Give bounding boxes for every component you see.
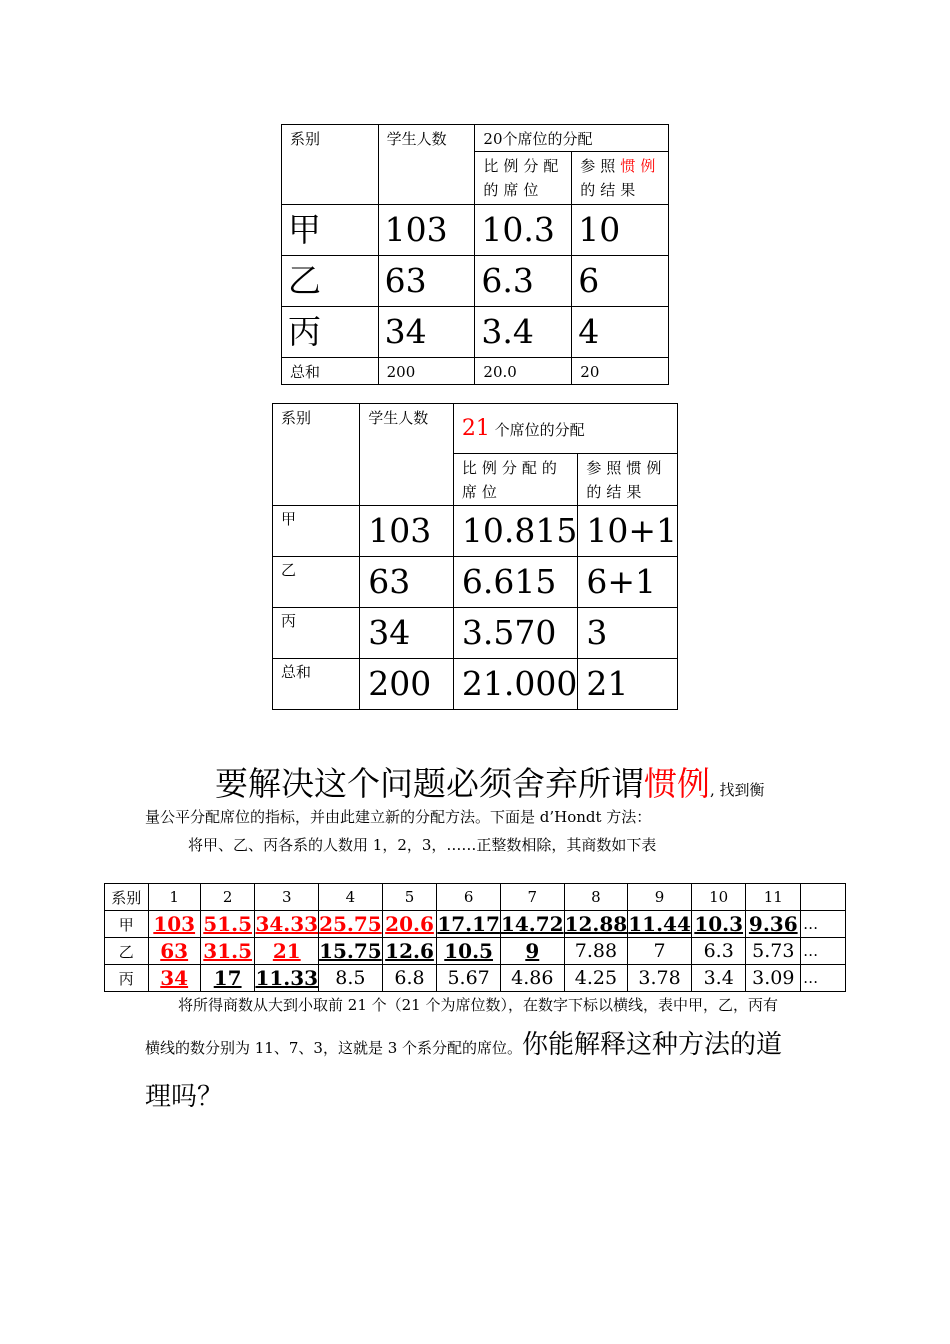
quotient-cell: 17 <box>200 965 255 992</box>
ellipsis-cell: … <box>801 938 846 965</box>
quotient-cell: 12.6 <box>382 938 437 965</box>
quotient-cell: 10.3 <box>691 911 746 938</box>
students-cell: 63 <box>378 256 475 307</box>
header-divisor: 7 <box>500 884 564 911</box>
students-cell: 103 <box>378 205 475 256</box>
prop-cell: 6.615 <box>453 557 577 608</box>
prop-cell: 6.3 <box>475 256 572 307</box>
p1-small: , 找到衡 <box>710 781 765 799</box>
quotient-cell: 17.17 <box>437 912 500 936</box>
quotient-cell: 34 <box>148 965 200 992</box>
quotient-cell: 63 <box>148 938 200 965</box>
header-divisor: 5 <box>382 884 437 911</box>
group-num: 21 <box>461 416 490 441</box>
total-students: 200 <box>360 659 454 710</box>
header-proportional: 比例分配的席位 <box>453 454 577 506</box>
table-row <box>282 205 669 256</box>
quotient-cell: 12.88 <box>564 912 628 936</box>
header-students: 学生人数 <box>360 404 454 506</box>
students-cell: 103 <box>360 506 454 557</box>
quotient-cell: 4.25 <box>564 965 628 992</box>
total-result: 21 <box>578 659 678 710</box>
paragraph-5 <box>145 1024 782 1061</box>
table-row <box>105 938 846 965</box>
header-proportional: 比例分配的席位 <box>475 152 572 205</box>
header-divisor: 3 <box>255 884 319 911</box>
quotient-cell: 51.5 <box>200 911 255 938</box>
quotient-cell: 103 <box>148 911 200 938</box>
dept-cell: 丙 <box>273 608 360 659</box>
header-divisor: 11 <box>746 884 801 911</box>
table-row <box>273 608 678 659</box>
header-conventional: 参照惯例的结果 <box>578 454 678 506</box>
table-row <box>282 307 669 358</box>
quotient-cell: 14.72 <box>500 912 564 936</box>
ellipsis-cell: … <box>801 965 846 992</box>
quotient-cell: 9 <box>500 938 564 965</box>
quotient-cell: 5.67 <box>437 965 501 992</box>
p5-large: 你能解释这种方法的道 <box>522 1030 783 1060</box>
paragraph-6: 理吗？ <box>145 1082 224 1112</box>
header-divisor: 10 <box>691 884 746 911</box>
seat-table-21 <box>272 403 678 710</box>
table-row <box>282 256 669 307</box>
quotient-cell: 7 <box>628 938 692 965</box>
quotient-cell: 5.73 <box>746 938 801 965</box>
header-dept: 系别 <box>105 884 149 911</box>
header-divisor: 9 <box>628 884 692 911</box>
quotient-cell: 8.5 <box>319 965 383 992</box>
quotient-cell: 11.44 <box>628 912 691 936</box>
p1-large: 要解决这个问题必须舍弃所谓 <box>215 764 644 803</box>
quotient-cell: 6.3 <box>691 938 746 965</box>
prop-cell: 3.4 <box>475 307 572 358</box>
table-row <box>105 911 846 938</box>
header-divisor <box>801 884 846 911</box>
ellipsis-cell: … <box>801 911 846 938</box>
header-dept: 系别 <box>273 404 360 506</box>
dhondt-table <box>104 883 846 992</box>
quotient-cell: 6.8 <box>382 965 437 992</box>
header-dept: 系别 <box>282 125 379 205</box>
p1-red: 惯例 <box>644 764 710 803</box>
prop-cell: 3.570 <box>453 608 577 659</box>
header-conventional <box>572 152 669 205</box>
total-row <box>282 358 669 385</box>
conv-suffix: 的结果 <box>580 181 641 199</box>
total-prop: 20.0 <box>475 358 572 385</box>
conv-red: 惯例 <box>620 157 661 175</box>
dept-cell: 乙 <box>282 256 379 307</box>
result-cell: 3 <box>578 608 678 659</box>
dept-cell: 乙 <box>273 557 360 608</box>
table-row <box>105 965 846 992</box>
total-prop: 21.000 <box>453 659 577 710</box>
result-cell: 10+1 <box>578 506 678 557</box>
paragraph-4: 将所得商数从大到小取前 21 个（21 个为席位数），在数字下标以横线，表中甲，乙，丙有 <box>178 996 778 1014</box>
result-cell: 4 <box>572 307 669 358</box>
header-divisor: 1 <box>148 884 200 911</box>
students-cell: 63 <box>360 557 454 608</box>
dept-cell: 甲 <box>273 506 360 557</box>
header-divisor: 2 <box>200 884 255 911</box>
dept-cell: 丙 <box>282 307 379 358</box>
students-cell: 34 <box>360 608 454 659</box>
conv-prefix: 参照 <box>580 157 621 175</box>
paragraph-1 <box>215 758 765 805</box>
quotient-cell: 21 <box>255 938 319 965</box>
total-row <box>273 659 678 710</box>
group-text: 个席位的分配 <box>489 421 585 439</box>
table-row <box>273 557 678 608</box>
prop-cell: 10.815 <box>453 506 577 557</box>
result-cell: 6+1 <box>578 557 678 608</box>
students-cell: 34 <box>378 307 475 358</box>
header-group: 20个席位的分配 <box>475 125 669 152</box>
total-result: 20 <box>572 358 669 385</box>
table-row <box>273 506 678 557</box>
quotient-cell: 11.33 <box>255 966 319 990</box>
paragraph-3: 将甲、乙、丙各系的人数用 1，2，3，……正整数相除，其商数如下表 <box>188 836 657 854</box>
prop-cell: 10.3 <box>475 205 572 256</box>
quotient-cell: 20.6 <box>382 911 437 938</box>
seat-table-20 <box>281 124 669 385</box>
quotient-cell: 15.75 <box>319 939 382 963</box>
paragraph-2: 量公平分配席位的指标，并由此建立新的分配方法。下面是 d’Hondt 方法： <box>145 808 652 826</box>
total-label: 总和 <box>273 659 360 710</box>
quotient-cell: 4.86 <box>500 965 564 992</box>
quotient-cell: 9.36 <box>746 911 801 938</box>
result-cell: 6 <box>572 256 669 307</box>
quotient-cell: 10.5 <box>437 938 501 965</box>
result-cell: 10 <box>572 205 669 256</box>
quotient-cell: 7.88 <box>564 938 628 965</box>
dept-cell: 甲 <box>282 205 379 256</box>
quotient-cell: 3.4 <box>691 965 746 992</box>
quotient-cell: 25.75 <box>319 912 382 936</box>
quotient-cell: 3.09 <box>746 965 801 992</box>
header-students: 学生人数 <box>378 125 475 205</box>
header-group <box>453 404 677 454</box>
quotient-cell: 34.33 <box>255 912 319 936</box>
quotient-cell: 3.78 <box>628 965 692 992</box>
quotient-cell: 31.5 <box>200 938 255 965</box>
dept-cell: 乙 <box>105 938 149 965</box>
p5-small: 横线的数分别为 11、7、3，这就是 3 个系分配的席位。 <box>145 1039 523 1057</box>
header-divisor: 6 <box>437 884 501 911</box>
header-divisor: 4 <box>319 884 383 911</box>
header-row <box>105 884 846 911</box>
total-label: 总和 <box>282 358 379 385</box>
dept-cell: 丙 <box>105 965 149 992</box>
total-students: 200 <box>378 358 475 385</box>
dept-cell: 甲 <box>105 911 149 938</box>
header-divisor: 8 <box>564 884 628 911</box>
